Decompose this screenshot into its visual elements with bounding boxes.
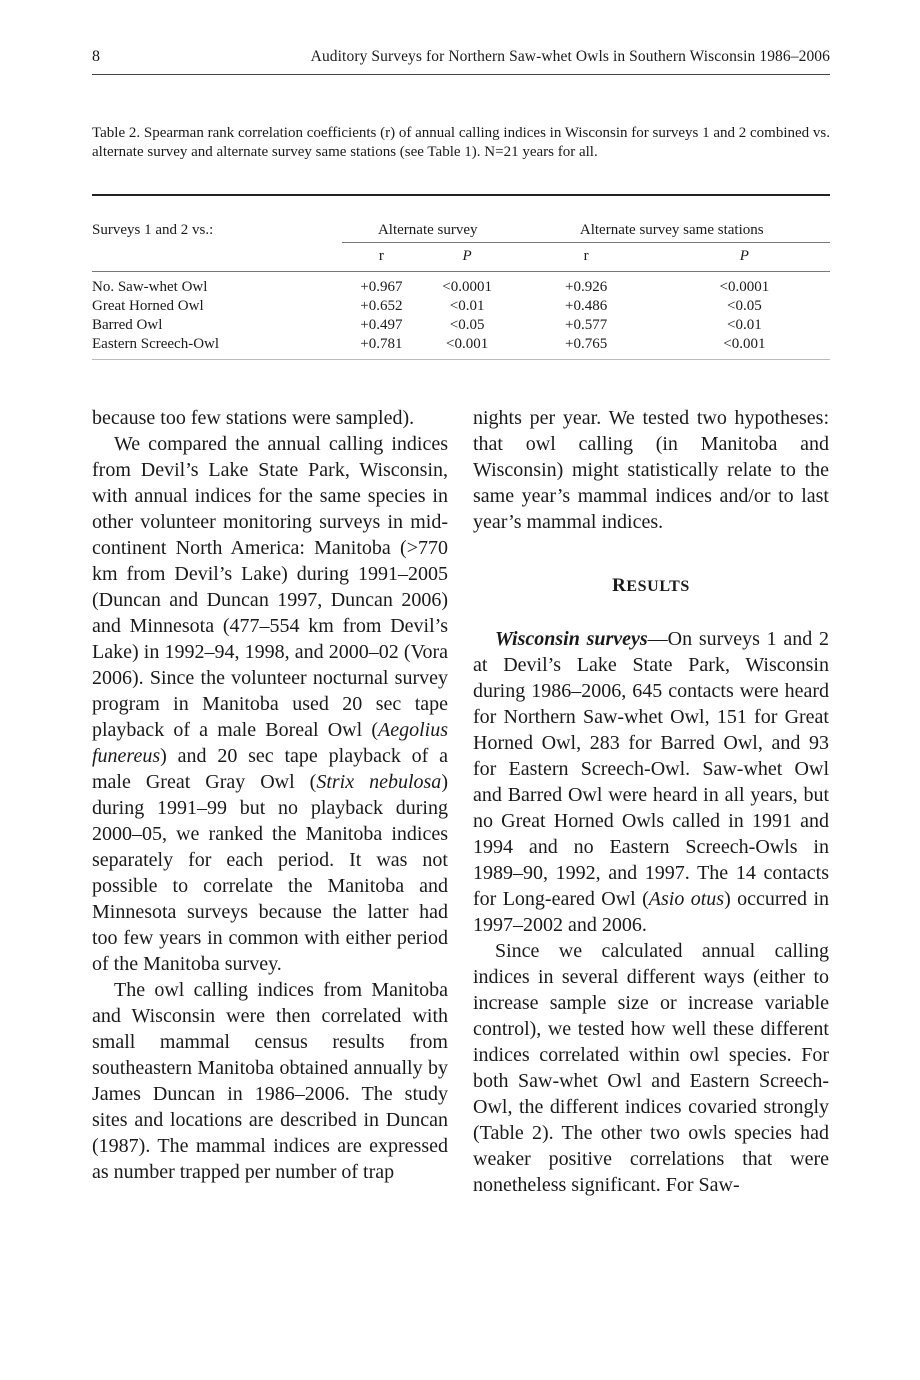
section-heading-results: RESULTS — [612, 575, 690, 596]
correlation-table — [92, 194, 830, 360]
table-row — [92, 297, 830, 316]
species-cell: Great Horned Owl — [92, 298, 204, 314]
species-cell: No. Saw-whet Owl — [92, 279, 208, 295]
value-cell: <0.0001 — [719, 279, 770, 295]
group-header-alternate: Alternate survey — [342, 196, 513, 243]
runin-heading: Wisconsin surveys — [495, 628, 648, 650]
value-cell: <0.05 — [449, 317, 485, 333]
paragraph: because too few stations were sampled). — [92, 407, 415, 429]
page-number: 8 — [92, 48, 100, 65]
subheader-r: r — [513, 243, 658, 272]
table-row — [92, 316, 830, 335]
value-cell: <0.01 — [449, 298, 485, 314]
value-cell: +0.765 — [513, 335, 658, 360]
value-cell: <0.001 — [659, 335, 830, 360]
table-row — [92, 272, 830, 298]
value-cell: <0.01 — [727, 317, 762, 333]
value-cell: +0.577 — [565, 317, 608, 333]
value-cell: +0.497 — [360, 317, 403, 333]
subheader-p: P — [659, 243, 830, 272]
table-row — [92, 335, 830, 360]
species-cell: Eastern Screech-Owl — [92, 335, 342, 360]
subheader-p: P — [421, 243, 514, 272]
paragraph: The owl calling indices from Manitoba and Wisconsin were then correlated with small mammal census results from southeastern Manitoba obtained annually by James Duncan in 1986–2006. The study sites and locations are described in Duncan (1987). The mammal indices are expressed as number trapped per number of trap — [92, 979, 448, 1183]
paragraph: Since we calculated annual calling indices in several different ways (either to increase sample size or increase variable control), we tested how well these different indices correlated within owl species. For both Saw-whet Owl and Eastern Screech-Owl, the different indices covaried strongly (Table 2). The other two owls species had weaker positive correlations that were nonetheless significant. For Saw- — [473, 940, 829, 1196]
paragraph: nights per year. We tested two hypotheses: that owl calling (in Manitoba and Wisconsin) might statistically relate to the same year’s mammal indices and/or to last year’s mammal indices. — [473, 407, 829, 533]
row-header: Surveys 1 and 2 vs.: — [92, 222, 214, 239]
value-cell: +0.926 — [565, 279, 608, 295]
value-cell: <0.05 — [727, 298, 762, 314]
value-cell: +0.652 — [360, 298, 403, 314]
left-text-column — [92, 405, 448, 1185]
value-cell: +0.967 — [360, 279, 403, 295]
right-text-column — [473, 405, 829, 1198]
page-header — [92, 48, 830, 75]
subheader-r: r — [342, 243, 421, 272]
group-header-same-stations: Alternate survey same stations — [513, 196, 830, 243]
running-title: Auditory Surveys for Northern Saw-whet Owls in Southern Wisconsin 1986–2006 — [310, 48, 830, 65]
value-cell: <0.001 — [421, 335, 514, 360]
paragraph: Wisconsin surveys—On surveys 1 and 2 at Devil’s Lake State Park, Wisconsin during 1986–2006, 645 contacts were heard for Northern Saw-whet Owl, 151 for Great Horned Owl, 283 for Barred Owl, and 93 for Eastern Screech-Owl. Saw-whet Owl and Barred Owl were heard in all years, but no Great Horned Owls called in 1991 and 1994 and no Eastern Screech-Owls in 1989–90, 1992, and 1997. The 14 contacts for Long-eared Owl (Asio otus) occurred in 1997–2002 and 2006. — [473, 628, 830, 936]
value-cell: +0.781 — [342, 335, 421, 360]
paragraph: We compared the annual calling indices from Devil’s Lake State Park, Wisconsin, with annual indices for the same species in other volunteer monitoring surveys in mid-continent North America: Manitoba (>770 km from Devil’s Lake) during 1991–2005 (Duncan and Duncan 1997, Duncan 2006) and Minnesota (477–554 km from Devil’s Lake) in 1992–94, 1998, and 2000–02 (Vora 2006). Since the volunteer nocturnal survey program in Manitoba used 20 sec tape playback of a male Boreal Owl (Aegolius funereus) and 20 sec tape playback of a male Great Gray Owl (Strix nebulosa) during 1991–99 but no playback during 2000–05, we ranked the Manitoba indices separately for each period. It was not possible to correlate the Manitoba and Minnesota surveys because the latter had too few years in common with either period of the Manitoba survey. — [92, 433, 448, 975]
value-cell: +0.486 — [565, 298, 608, 314]
table-caption: Table 2. Spearman rank correlation coefficients (r) of annual calling indices in Wisconsin for surveys 1 and 2 combined vs. alternate survey and alternate survey same stations (see Table 1). N=21 years for all. — [92, 125, 830, 160]
value-cell: <0.0001 — [442, 279, 492, 295]
species-cell: Barred Owl — [92, 317, 163, 333]
